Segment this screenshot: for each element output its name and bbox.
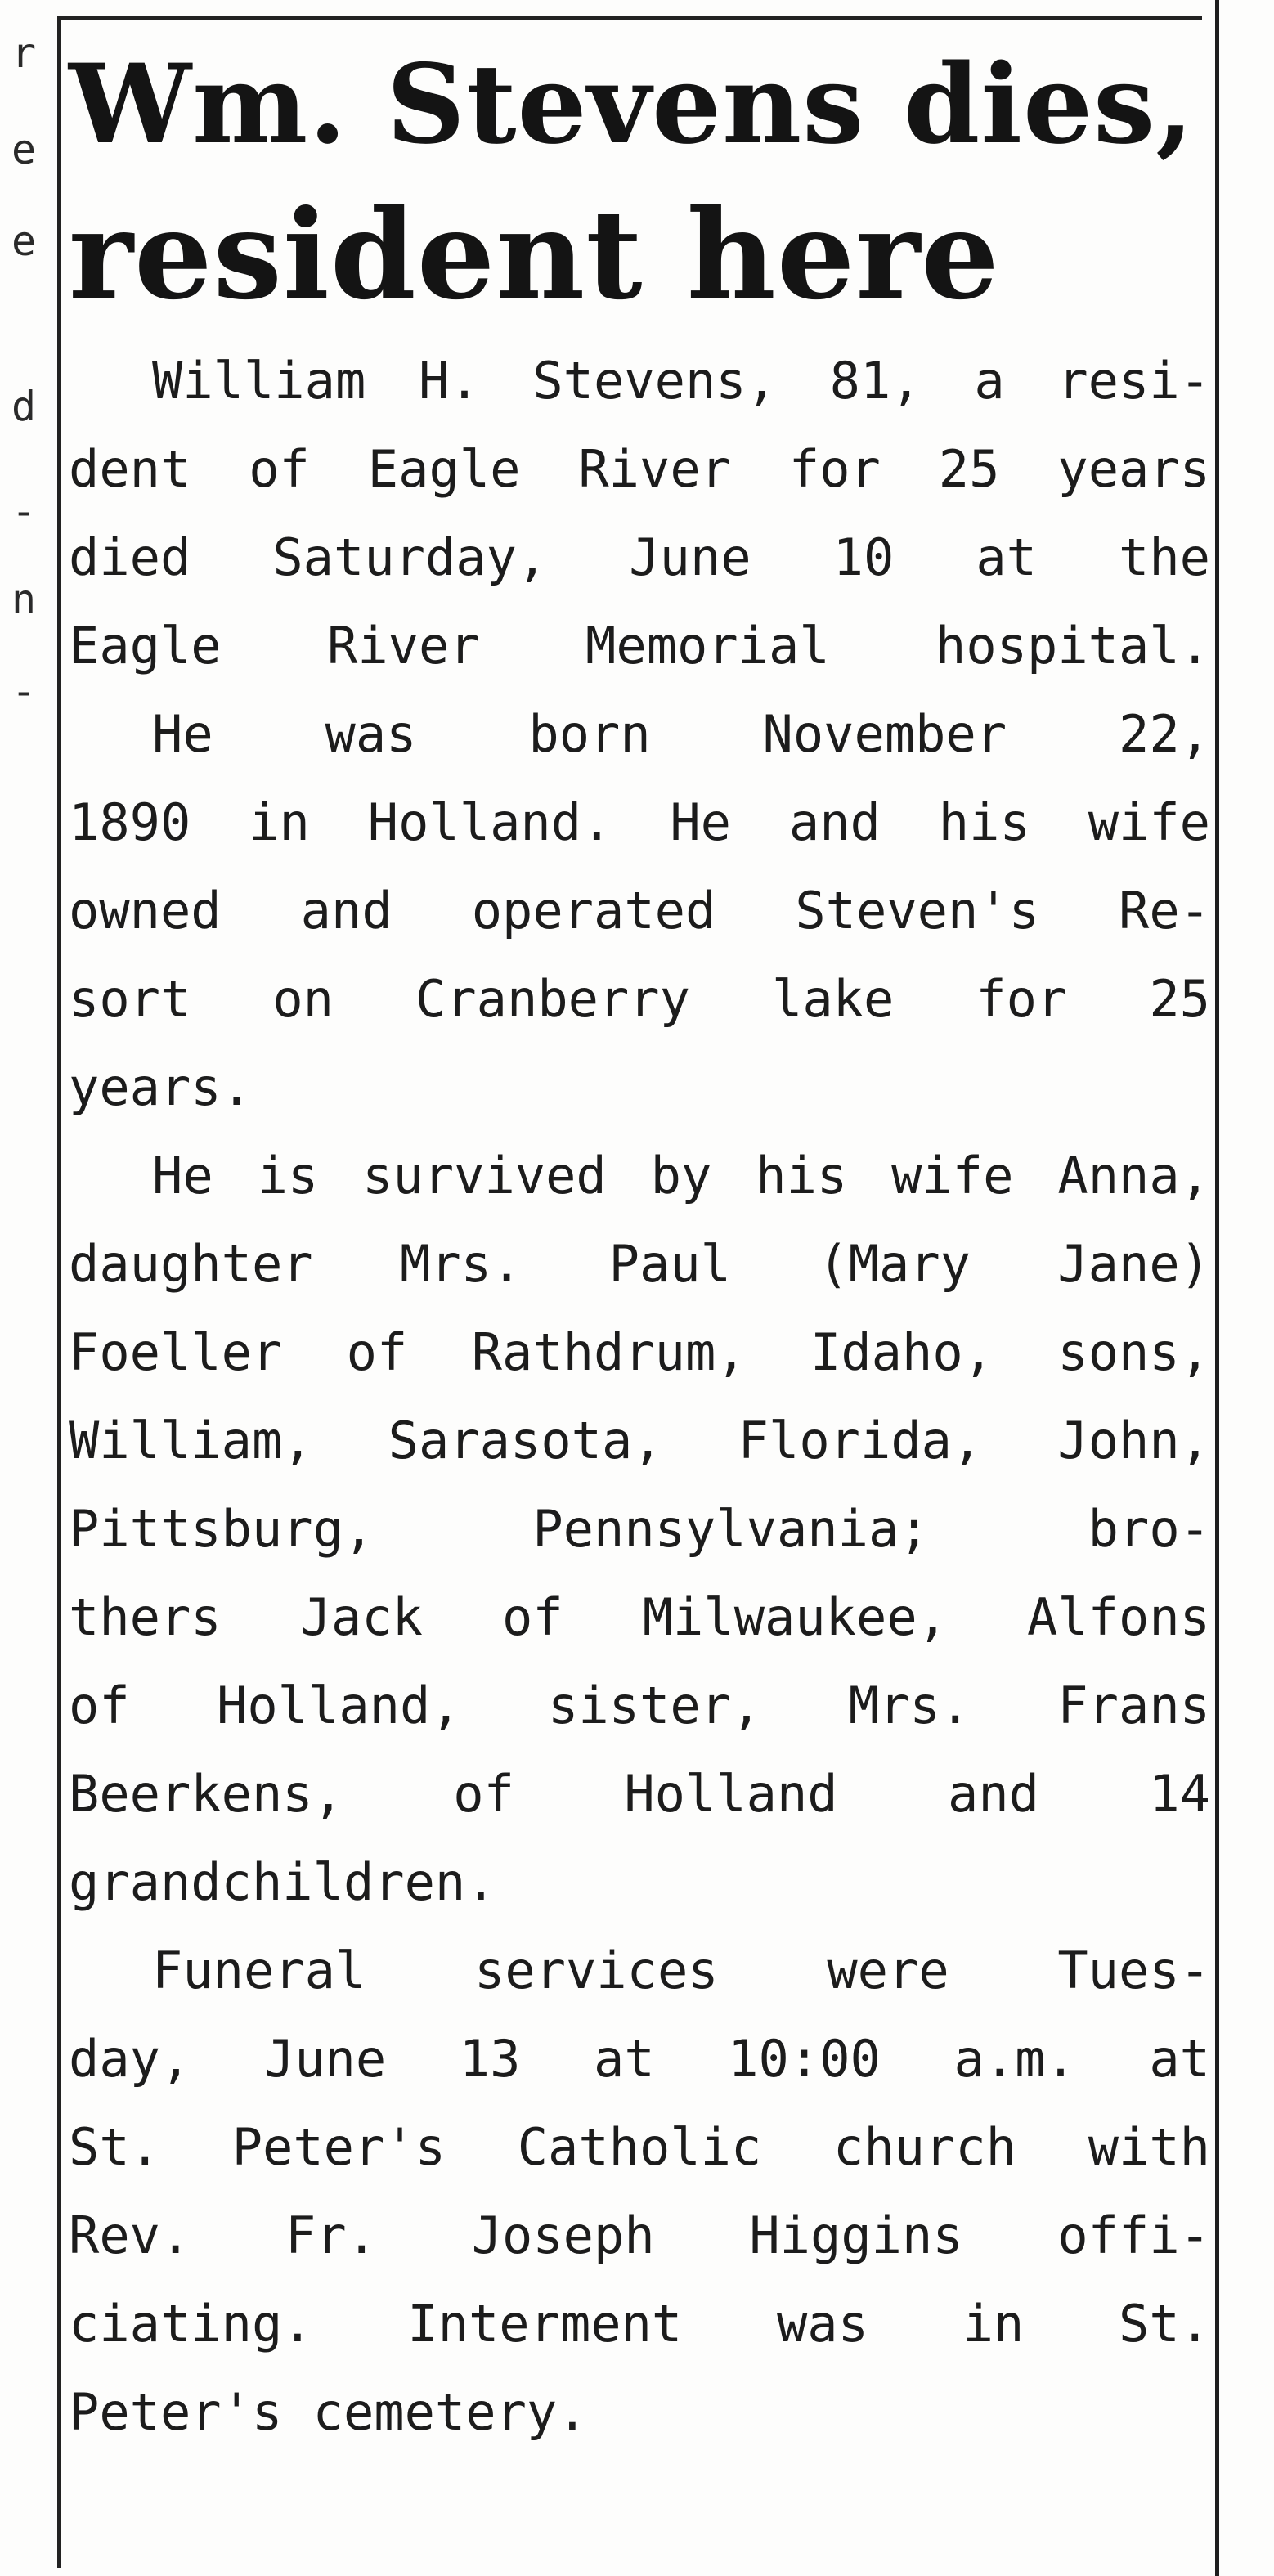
paragraph-funeral bbox=[69, 1927, 1210, 2457]
fragment-char: d bbox=[11, 383, 37, 430]
text-line: died Saturday, June 10 at the bbox=[69, 527, 1210, 587]
paragraph-intro bbox=[69, 337, 1210, 690]
text-line: dent of Eagle River for 25 years bbox=[69, 439, 1210, 499]
headline-line-1: Wm. Stevens dies, bbox=[69, 40, 1195, 168]
fragment-char: e bbox=[11, 126, 37, 173]
text-line: Funeral services were Tues- bbox=[152, 1941, 1210, 2000]
text-line: thers Jack of Milwaukee, Alfons bbox=[69, 1587, 1210, 1647]
fragment-char: e bbox=[11, 218, 37, 265]
text-line: Peter's cemetery. bbox=[69, 2382, 588, 2442]
text-line: Foeller of Rathdrum, Idaho, sons, bbox=[69, 1322, 1210, 1382]
article-body bbox=[69, 337, 1210, 2457]
text-line: 1890 in Holland. He and his wife bbox=[69, 792, 1210, 852]
fragment-char: - bbox=[11, 667, 37, 715]
obituary-article bbox=[69, 29, 1210, 2457]
headline-line-2: resident here bbox=[69, 183, 1000, 327]
text-line: ciating. Interment was in St. bbox=[69, 2294, 1210, 2354]
text-line: William, Sarasota, Florida, John, bbox=[69, 1411, 1210, 1470]
text-line: He was born November 22, bbox=[152, 704, 1210, 764]
paragraph-survivors bbox=[69, 1132, 1210, 1927]
text-line: day, June 13 at 10:00 a.m. at bbox=[69, 2029, 1210, 2089]
fragment-char: n bbox=[11, 576, 37, 623]
text-line: Rev. Fr. Joseph Higgins offi- bbox=[69, 2206, 1210, 2265]
column-top-rule bbox=[59, 16, 1202, 20]
text-line: of Holland, sister, Mrs. Frans bbox=[69, 1676, 1210, 1735]
column-left-rule bbox=[57, 16, 61, 2568]
fragment-char: r bbox=[11, 29, 37, 77]
text-line: William H. Stevens, 81, a resi- bbox=[152, 351, 1210, 411]
paragraph-birth bbox=[69, 690, 1210, 1132]
column-right-rule bbox=[1215, 0, 1219, 2576]
text-line: owned and operated Steven's Re- bbox=[69, 881, 1210, 940]
text-line: He is survived by his wife Anna, bbox=[152, 1146, 1210, 1205]
headline bbox=[69, 29, 1210, 330]
text-line: grandchildren. bbox=[69, 1852, 496, 1912]
fragment-char: - bbox=[11, 487, 37, 535]
text-line: Beerkens, of Holland and 14 bbox=[69, 1764, 1210, 1824]
text-line: St. Peter's Catholic church with bbox=[69, 2117, 1210, 2177]
text-line: daughter Mrs. Paul (Mary Jane) bbox=[69, 1234, 1210, 1294]
text-line: years. bbox=[69, 1057, 252, 1117]
text-line: Pittsburg, Pennsylvania; bro- bbox=[69, 1499, 1210, 1559]
text-line: sort on Cranberry lake for 25 bbox=[69, 969, 1210, 1029]
text-line: Eagle River Memorial hospital. bbox=[69, 616, 1210, 675]
